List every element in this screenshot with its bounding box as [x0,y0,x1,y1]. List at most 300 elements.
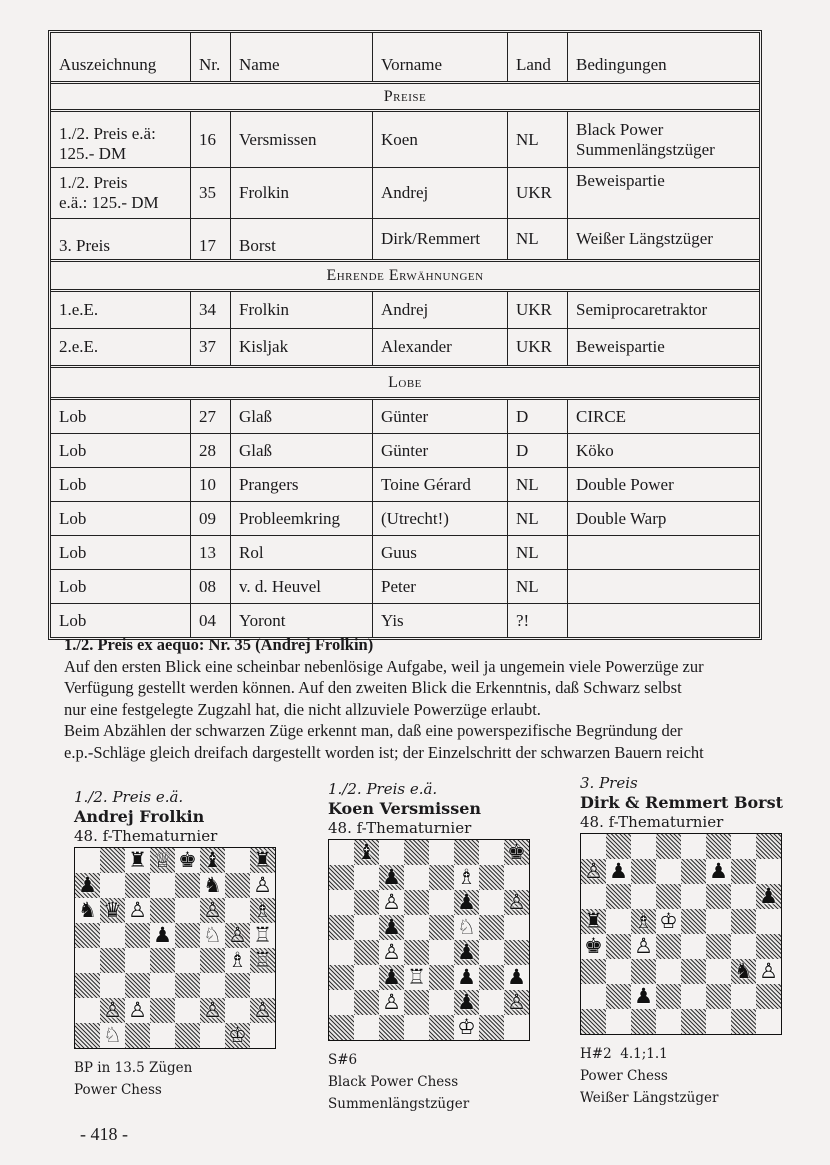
diagram-tourney: 48. f-Thematurnier [328,819,472,837]
board-square [175,873,200,898]
board-square [200,973,225,998]
board-square [504,890,529,915]
board-square [175,923,200,948]
nr-cell: 28 [191,434,231,467]
white-pawn-icon: ♙ [203,898,222,922]
diagram-tourney: 48. f-Thematurnier [580,813,724,831]
name-cell: Glaß [231,400,373,433]
commentary-line: e.p.-Schläge gleich dreifach dargestellt worden ist; der Einzelschritt der schwarzen Bauern reicht [64,742,704,762]
white-king-icon: ♔ [228,1023,247,1047]
name-cell: Rol [231,536,373,569]
land-cell: UKR [508,292,568,328]
board-square [681,934,706,959]
header-land: Land [508,33,568,81]
vorname-cell: Günter [373,434,508,467]
black-rook-icon: ♜ [253,848,272,872]
board-square [250,973,275,998]
board-square [631,859,656,884]
board-square [479,1015,504,1040]
white-pawn-icon: ♙ [382,940,401,964]
board-square [454,1015,479,1040]
award-cell: Lob [51,468,191,501]
board-square [681,834,706,859]
board-square [379,1015,404,1040]
award-cell: Lob [51,502,191,535]
vorname-cell: Guus [373,536,508,569]
white-pawn-icon: ♙ [507,990,526,1014]
board-square [631,959,656,984]
award-line: e.ä.: 125.- DM [59,193,159,212]
land-cell: NL [508,112,568,167]
board-square [150,998,175,1023]
vorname-cell: Yis [373,604,508,637]
chess-board [328,839,530,1041]
board-square [429,1015,454,1040]
board-square [329,1015,354,1040]
bedingungen-cell [568,604,759,637]
board-square [75,1023,100,1048]
board-square [329,865,354,890]
name-cell: Frolkin [231,292,373,328]
board-square [150,873,175,898]
board-square [681,859,706,884]
vorname-cell: Toine Gérard [373,468,508,501]
diagram-prize: 1./2. Preis e.ä. [328,780,438,798]
white-pawn-icon: ♙ [253,998,272,1022]
board-square [681,959,706,984]
board-square [125,998,150,1023]
land-cell: NL [508,219,568,259]
chess-board [580,833,782,1035]
black-pawn-icon: ♟ [382,865,401,889]
award-cell: Lob [51,400,191,433]
board-square [175,848,200,873]
board-square [354,915,379,940]
board-square [250,923,275,948]
white-pawn-icon: ♙ [253,873,272,897]
board-square [706,984,731,1009]
board-square [731,834,756,859]
black-bishop-icon: ♝ [357,840,376,864]
board-square [125,1023,150,1048]
board-square [706,934,731,959]
board-square [250,948,275,973]
board-square [379,915,404,940]
board-square [125,948,150,973]
land-cell: UKR [508,168,568,218]
land-cell: NL [508,468,568,501]
black-knight-icon: ♞ [78,898,97,922]
nr-cell: 35 [191,168,231,218]
header-nr: Nr. [191,33,231,81]
nr-cell: 13 [191,536,231,569]
board-square [200,923,225,948]
board-square [479,865,504,890]
board-square [429,890,454,915]
nr-cell: 37 [191,329,231,365]
board-square [706,884,731,909]
board-square [225,923,250,948]
table-row [51,168,759,219]
caption-line: H#2 4.1;1.1 [580,1046,668,1062]
nr-cell: 17 [191,219,231,259]
board-square [731,984,756,1009]
black-bishop-icon: ♝ [203,848,222,872]
board-square [200,1023,225,1048]
table-row [51,329,759,368]
board-square [200,898,225,923]
board-square [429,965,454,990]
board-square [175,898,200,923]
board-square [125,848,150,873]
board-square [175,1023,200,1048]
caption-line: Weißer Längstzüger [580,1090,719,1106]
commentary-line: Beim Abzählen der schwarzen Züge erkennt man, daß eine powerspezifische Begründung der [64,721,683,740]
vorname-cell: Alexander [373,329,508,365]
black-pawn-icon: ♟ [507,965,526,989]
caption-line: BP in 13.5 Zügen [74,1060,193,1076]
white-pawn-icon: ♙ [382,990,401,1014]
black-pawn-icon: ♟ [78,873,97,897]
land-cell: NL [508,536,568,569]
diagram-author: Dirk & Remmert Borst [580,793,783,812]
page-number: - 418 - [80,1124,128,1144]
board-square [656,1009,681,1034]
board-square [656,934,681,959]
table-header-row [51,33,759,84]
vorname-cell: Günter [373,400,508,433]
board-square [581,984,606,1009]
board-square [606,834,631,859]
board-square [225,998,250,1023]
board-square [454,940,479,965]
commentary [64,634,774,763]
white-bishop-icon: ♗ [457,865,476,889]
board-square [225,948,250,973]
award-line: 125.- DM [59,144,127,163]
white-pawn-icon: ♙ [228,923,247,947]
section-ehrende [51,262,759,292]
board-square [706,834,731,859]
white-bishop-icon: ♗ [253,898,272,922]
board-square [454,840,479,865]
board-square [379,890,404,915]
board-square [100,998,125,1023]
nr-cell: 10 [191,468,231,501]
board-square [225,848,250,873]
board-square [681,984,706,1009]
header-vorname: Vorname [373,33,508,81]
board-square [200,848,225,873]
black-knight-icon: ♞ [203,873,222,897]
board-square [200,873,225,898]
board-square [75,898,100,923]
board-square [250,1023,275,1048]
board-square [125,923,150,948]
diagram-author: Andrej Frolkin [74,807,205,826]
board-square [404,865,429,890]
board-square [479,840,504,865]
black-king-icon: ♚ [584,934,603,958]
diagram-borst [580,774,820,1109]
board-square [706,959,731,984]
white-pawn-icon: ♙ [584,859,603,883]
vorname-cell: Andrej [373,292,508,328]
board-square [75,998,100,1023]
board-square [150,1023,175,1048]
board-square [581,1009,606,1034]
bedingungen-cell [568,112,759,167]
board-square [250,873,275,898]
black-pawn-icon: ♟ [759,884,778,908]
table-row [51,604,759,637]
name-cell: Versmissen [231,112,373,167]
board-square [75,873,100,898]
award-cell [51,168,191,218]
white-knight-icon: ♘ [103,1023,122,1047]
board-square [100,848,125,873]
results-table [48,30,762,640]
table-row [51,292,759,329]
board-square [756,934,781,959]
black-pawn-icon: ♟ [457,890,476,914]
nr-cell: 27 [191,400,231,433]
name-cell: Frolkin [231,168,373,218]
board-square [175,948,200,973]
board-square [656,859,681,884]
award-cell: 2.e.E. [51,329,191,365]
board-square [731,909,756,934]
white-pawn-icon: ♙ [128,998,147,1022]
black-king-icon: ♚ [178,848,197,872]
board-square [75,973,100,998]
board-square [100,948,125,973]
board-square [379,840,404,865]
board-square [150,923,175,948]
nr-cell: 34 [191,292,231,328]
diagram-prize: 1./2. Preis e.ä. [74,788,184,806]
board-square [504,865,529,890]
black-pawn-icon: ♟ [457,990,476,1014]
lobe-rows [51,400,759,637]
board-square [175,998,200,1023]
vorname-cell: Koen [373,112,508,167]
board-square [175,973,200,998]
board-square [429,940,454,965]
board-square [354,840,379,865]
black-rook-icon: ♜ [128,848,147,872]
board-square [504,965,529,990]
board-square [504,915,529,940]
table-row [51,400,759,434]
board-square [681,1009,706,1034]
board-square [200,998,225,1023]
white-bishop-icon: ♗ [228,948,247,972]
board-square [150,948,175,973]
board-square [756,959,781,984]
award-cell: Lob [51,604,191,637]
board-square [581,909,606,934]
board-square [454,865,479,890]
bedingungen-cell: Köko [576,440,614,460]
board-square [656,959,681,984]
black-pawn-icon: ♟ [609,859,628,883]
bedingungen-cell [568,536,759,569]
award-cell: 3. Preis [51,219,191,259]
board-square [454,965,479,990]
section-title: Preise [383,87,427,105]
land-cell: ?! [508,604,568,637]
board-square [756,834,781,859]
black-knight-icon: ♞ [734,959,753,983]
header-auszeichnung: Auszeichnung [51,33,191,81]
white-king-icon: ♔ [457,1015,476,1039]
board-square [681,909,706,934]
board-square [379,940,404,965]
name-cell: v. d. Heuvel [231,570,373,603]
board-square [606,909,631,934]
land-cell: D [508,434,568,467]
white-king-icon: ♔ [659,909,678,933]
board-square [429,840,454,865]
board-square [706,909,731,934]
white-pawn-icon: ♙ [634,934,653,958]
bedingungen-cell: Weißer Längstzüger [576,229,713,248]
chess-board [74,847,276,1049]
diagram-frolkin [74,788,314,1101]
bedingungen-cell: Semiprocaretraktor [576,300,708,319]
board-square [354,965,379,990]
board-square [404,940,429,965]
nr-cell: 08 [191,570,231,603]
board-square [606,934,631,959]
board-square [125,873,150,898]
name-cell: Prangers [231,468,373,501]
table-row [51,112,759,168]
black-pawn-icon: ♟ [382,965,401,989]
section-title: Lobe [388,373,422,391]
board-square [125,898,150,923]
diagram-prize: 3. Preis [580,774,638,792]
board-square [504,940,529,965]
white-pawn-icon: ♙ [507,890,526,914]
board-square [75,923,100,948]
award-cell: Lob [51,570,191,603]
vorname-cell: Peter [373,570,508,603]
board-square [404,965,429,990]
board-square [656,909,681,934]
board-square [731,959,756,984]
white-rook-icon: ♖ [253,948,272,972]
nr-cell: 16 [191,112,231,167]
board-square [581,884,606,909]
board-square [606,1009,631,1034]
table-row [51,570,759,604]
land-cell: UKR [508,329,568,365]
bedingungen-cell: Beweispartie [576,337,665,356]
diagram-caption [328,1049,568,1115]
header-bedingungen: Bedingungen [576,55,667,74]
board-square [606,884,631,909]
board-square [581,834,606,859]
board-square [354,890,379,915]
board-square [581,959,606,984]
section-title: Ehrende Erwähnungen [326,266,484,284]
bedingungen-line: Summenlängstzüger [576,139,715,159]
land-cell: NL [508,570,568,603]
board-square [504,990,529,1015]
white-knight-icon: ♘ [457,915,476,939]
board-square [731,884,756,909]
black-pawn-icon: ♟ [382,915,401,939]
board-square [200,948,225,973]
board-square [656,984,681,1009]
board-square [706,1009,731,1034]
board-square [75,948,100,973]
caption-line: Black Power Chess [328,1074,459,1090]
award-cell: Lob [51,536,191,569]
bedingungen-cell: Beweispartie [576,171,665,190]
table-row [51,502,759,536]
board-square [731,1009,756,1034]
board-square [329,940,354,965]
board-square [150,898,175,923]
board-square [250,898,275,923]
board-square [631,909,656,934]
board-square [631,1009,656,1034]
board-square [454,915,479,940]
board-square [631,834,656,859]
board-square [606,859,631,884]
white-knight-icon: ♘ [203,923,222,947]
diagram-tourney: 48. f-Thematurnier [74,827,218,845]
board-square [479,990,504,1015]
land-cell: NL [508,502,568,535]
commentary-line: Verfügung gestellt werden können. Auf den zweiten Blick die Erkenntnis, daß Schwarz selbst [64,678,682,697]
diagram-caption [74,1057,314,1101]
board-square [756,984,781,1009]
board-square [225,898,250,923]
board-square [329,965,354,990]
section-preise [51,84,759,112]
board-square [75,848,100,873]
caption-line: Summenlängstzüger [328,1096,470,1112]
board-square [731,934,756,959]
board-square [354,1015,379,1040]
black-pawn-icon: ♟ [634,984,653,1008]
board-square [479,890,504,915]
board-square [731,859,756,884]
board-square [404,840,429,865]
board-square [354,990,379,1015]
table-row [51,219,759,262]
caption-line: Power Chess [74,1082,162,1098]
diagram-author: Koen Versmissen [328,799,482,818]
white-bishop-icon: ♗ [634,909,653,933]
board-square [756,1009,781,1034]
commentary-line: Auf den ersten Blick eine scheinbar nebenlösige Aufgabe, weil ja ungemein viele Powerzüge zur [64,656,704,676]
board-square [606,984,631,1009]
bedingungen-line: Black Power [576,119,664,139]
board-square [329,915,354,940]
board-square [404,890,429,915]
board-square [606,959,631,984]
black-pawn-icon: ♟ [457,965,476,989]
black-pawn-icon: ♟ [709,859,728,883]
board-square [681,884,706,909]
white-rook-icon: ♖ [407,965,426,989]
white-rook-icon: ♖ [253,923,272,947]
